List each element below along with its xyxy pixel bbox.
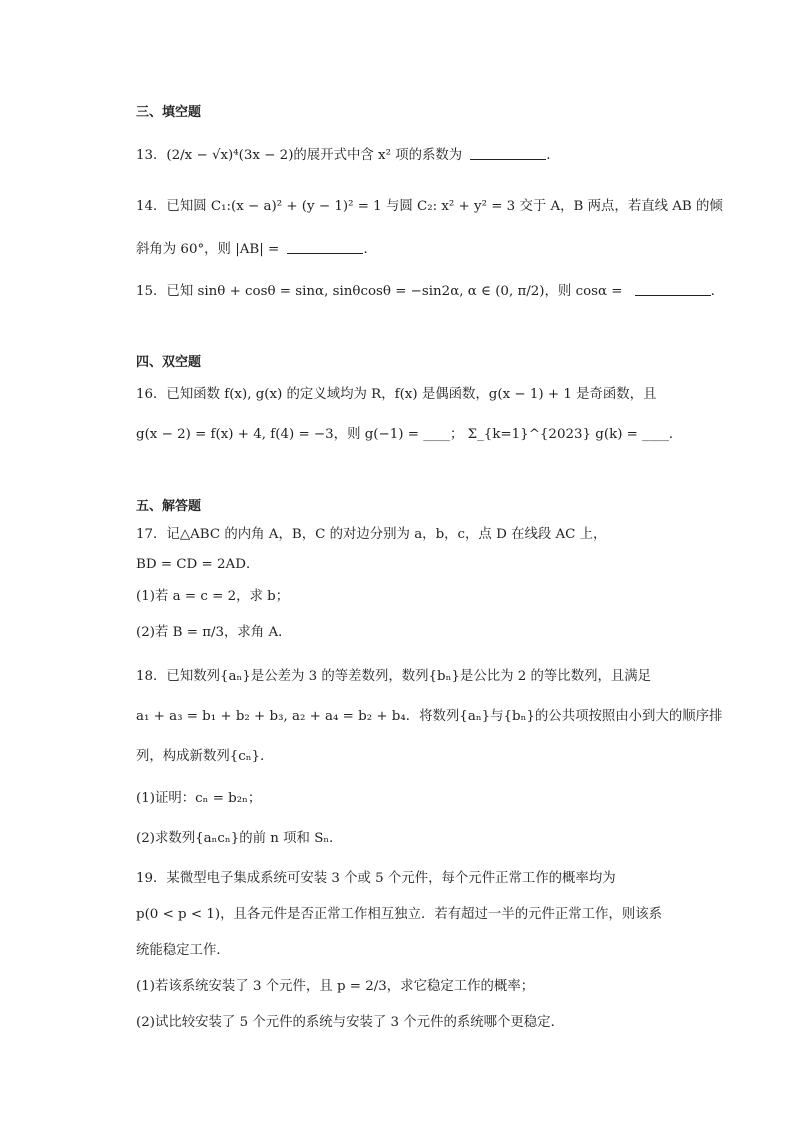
question-14-line-1: 14．已知圆 C₁:(x − a)² + (y − 1)² = 1 与圆 C₂: x² + y² = 3 交于 A，B 两点，若直线 AB 的倾 <box>136 199 723 214</box>
question-17-part-1: (1)若 a = c = 2，求 b； <box>136 589 290 604</box>
section-heading-fill-blank: 三、填空题 <box>136 105 202 120</box>
question-15-text: 15．已知 sinθ + cosθ = sinα, sinθcosθ = −sin2α, α ∈ (0, π/2)，则 cosα = <box>136 284 623 299</box>
question-19-part-1: (1)若该系统安装了 3 个元件，且 p = 2/3，求它稳定工作的概率； <box>136 979 535 994</box>
question-15: 15．已知 sinθ + cosθ = sinα, sinθcosθ = −sin2α, α ∈ (0, π/2)，则 cosα = ． <box>136 284 725 299</box>
question-18-part-2: (2)求数列{aₙcₙ}的前 n 项和 Sₙ． <box>136 831 343 846</box>
question-17-line-2: BD = CD = 2AD． <box>136 557 260 572</box>
section-heading-solve: 五、解答题 <box>136 499 202 514</box>
answer-blank-15[interactable] <box>635 282 711 296</box>
question-19-line-2: p(0 < p < 1)，且各元件是否正常工作相互独立．若有超过一半的元件正常工作，则该系 <box>136 907 662 922</box>
question-14-text: 斜角为 60°，则 |AB| = <box>136 242 280 257</box>
question-19-line-1: 19．某微型电子集成系统可安装 3 个或 5 个元件，每个元件正常工作的概率均为 <box>136 871 616 886</box>
question-13: 13．(2/x − √x)⁴(3x − 2)的展开式中含 x² 项的系数为 ． <box>136 148 560 163</box>
question-18-line-1: 18．已知数列{aₙ}是公差为 3 的等差数列，数列{bₙ}是公比为 2 的等比数列，且满足 <box>136 669 652 684</box>
question-18-part-1: (1)证明：cₙ = b₂ₙ； <box>136 791 262 806</box>
question-18-line-3: 列，构成新数列{cₙ}． <box>136 749 274 764</box>
answer-blank-13[interactable] <box>470 146 546 160</box>
section-heading-double-blank: 四、双空题 <box>136 355 202 370</box>
question-19-line-3: 统能稳定工作． <box>136 943 230 958</box>
question-14-line-2: 斜角为 60°，则 |AB| = ． <box>136 242 377 257</box>
question-17-part-2: (2)若 B = π/3，求角 A． <box>136 625 292 640</box>
question-16-line-1: 16．已知函数 f(x), g(x) 的定义域均为 R，f(x) 是偶函数，g(x − 1) + 1 是奇函数，且 <box>136 387 657 402</box>
question-16-line-2: g(x − 2) = f(x) + 4, f(4) = −3，则 g(−1) = ____； Σ_{k=1}^{2023} g(k) = ____． <box>136 427 683 442</box>
answer-blank-14[interactable] <box>287 240 363 254</box>
question-13-text: 13．(2/x − √x)⁴(3x − 2)的展开式中含 x² 项的系数为 <box>136 148 463 163</box>
question-17-line-1: 17．记△ABC 的内角 A，B，C 的对边分别为 a，b，c，点 D 在线段 AC 上， <box>136 527 607 542</box>
question-18-line-2: a₁ + a₃ = b₁ + b₂ + b₃, a₂ + a₄ = b₂ + b₄．将数列{aₙ}与{bₙ}的公共项按照由小到大的顺序排 <box>136 709 723 724</box>
question-19-part-2: (2)试比较安装了 5 个元件的系统与安装了 3 个元件的系统哪个更稳定． <box>136 1015 564 1030</box>
